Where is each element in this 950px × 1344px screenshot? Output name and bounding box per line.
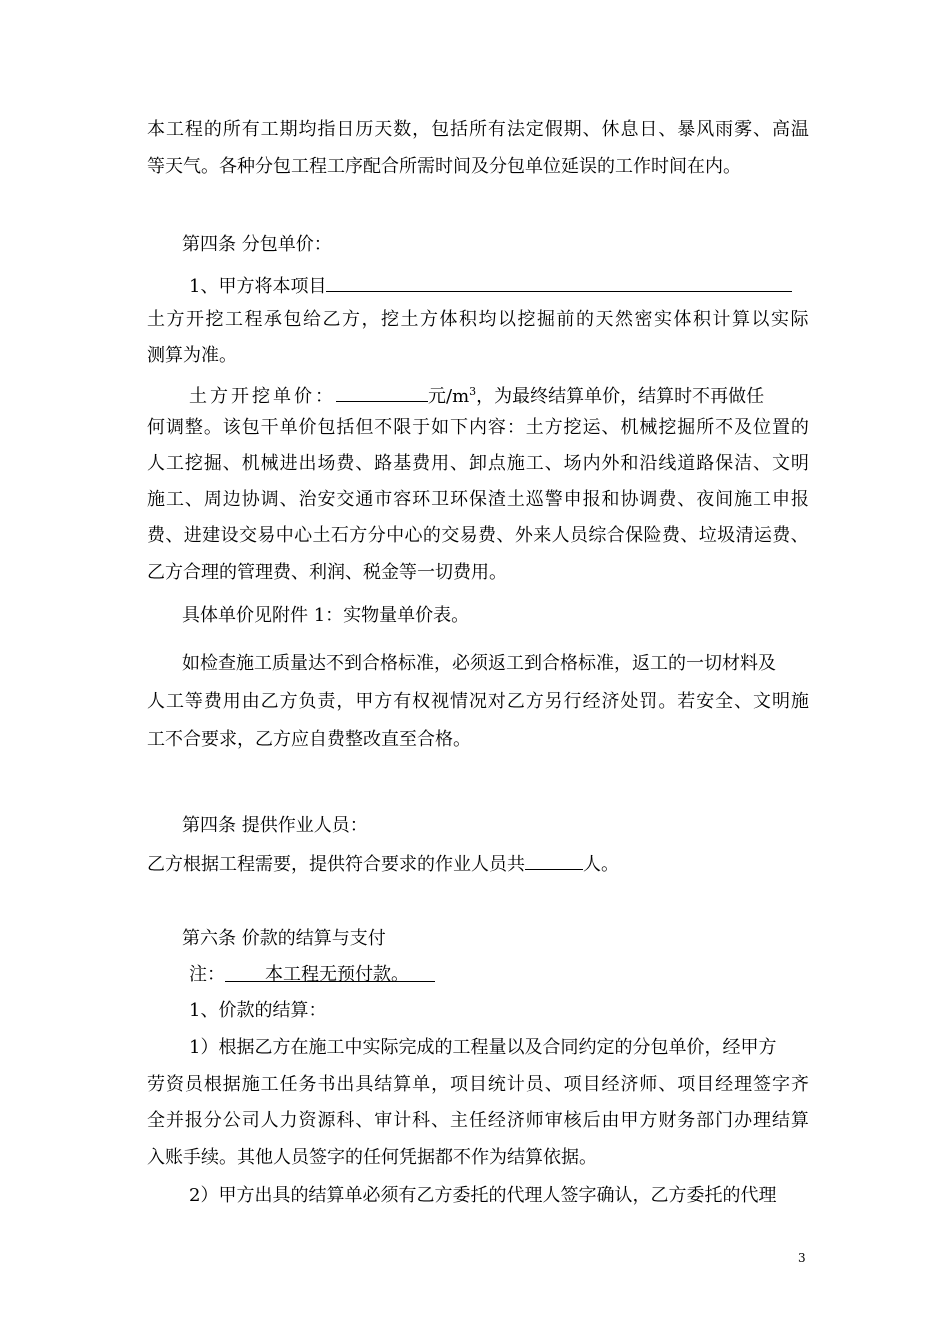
body-line: 测算为准。 [147, 345, 237, 366]
staff-text: 乙方根据工程需要，提供符合要求的作业人员共 [147, 854, 525, 875]
body-line: 何 调 整 。 该 包 干 单 价 包 括 但 不 限 于 如 下 内 容 ： 土 方 挖 运 、 机 械 挖 掘 所 不 及 位 置 的 [147, 417, 809, 438]
article-4-item-1 [189, 271, 792, 300]
unit-price-unit: 元/m [428, 386, 470, 407]
body-line: 等天气。各种分包工程工序配合所需时间及分包单位延误的工作时间在内。 [147, 156, 741, 177]
body-line: 人 工 等 费 用 由 乙 方 负 责 ， 甲 方 有 权 视 情 况 对 乙 方 另 行 经 济 处 罚 。 若 安 全 、 文 明 施 [147, 691, 809, 712]
unit-price-blank [336, 381, 428, 402]
body-line: 1）根据乙方在施工中实际完成的工程量以及合同约定的分包单价，经甲方 [189, 1037, 777, 1058]
staff-line [147, 849, 619, 878]
body-line: 乙方合理的管理费、利润、税金等一切费用。 [147, 562, 507, 583]
body-line: 费 、 进 建 设 交 易 中 心 土 石 方 分 中 心 的 交 易 费 、 外 来 人 员 综 合 保 险 费 、 垃 圾 清 运 费 、 [147, 525, 809, 546]
article-6-heading: 第六条 价款的结算与支付 [182, 928, 386, 949]
staff-suffix: 人。 [583, 854, 619, 875]
body-line: 土 方 开 挖 工 程 承 包 给 乙 方 ， 挖 土 方 体 积 均 以 挖 掘 前 的 天 然 密 实 体 积 计 算 以 实 际 [147, 309, 809, 330]
body-line: 施 工 、 周 边 协 调 、 治 安 交 通 市 容 环 卫 环 保 渣 土 巡 警 申 报 和 协 调 费 、 夜 间 施 工 申 报 [147, 489, 809, 510]
section-1-heading: 1、价款的结算： [189, 1000, 327, 1021]
article-4-item-1-text: 1、甲方将本项目 [189, 276, 327, 297]
unit-price-line [189, 379, 764, 410]
staff-count-blank [525, 849, 583, 870]
body-line: 2）甲方出具的结算单必须有乙方委托的代理人签字确认，乙方委托的代理 [189, 1185, 777, 1206]
body-line: 本 工 程 的 所 有 工 期 均 指 日 历 天 数 ， 包 括 所 有 法 定 假 期 、 休 息 日 、 暴 风 雨 雾 、 高 温 [147, 119, 809, 140]
body-line: 如检查施工质量达不到合格标准，必须返工到合格标准，返工的一切材料及 [182, 653, 776, 674]
body-line: 工不合要求，乙方应自费整改直至合格。 [147, 729, 471, 750]
body-line: 入账手续。其他人员签字的任何凭据都不作为结算依据。 [147, 1147, 597, 1168]
body-line: 劳 资 员 根 据 施 工 任 务 书 出 具 结 算 单 ， 项 目 统 计 员 、 项 目 经 济 师 、 项 目 经 理 签 字 齐 [147, 1074, 809, 1095]
note-text: 本工程无预付款。 [225, 962, 435, 982]
unit-price-label: 土方开挖单价： [189, 386, 336, 407]
unit-price-rest: ，为最终结算单价，结算时不再做任 [476, 386, 765, 407]
body-line: 具体单价见附件 1：实物量单价表。 [182, 605, 470, 626]
body-line: 人 工 挖 掘 、 机 械 进 出 场 费 、 路 基 费 用 、 卸 点 施 工 、 场 内 外 和 沿 线 道 路 保 洁 、 文 明 [147, 453, 809, 474]
note-line [189, 962, 435, 988]
article-4b-heading: 第四条 提供作业人员： [182, 815, 368, 836]
unit-price-sup: 3 [469, 385, 477, 398]
body-line: 全 并 报 分 公 司 人 力 资 源 科 、 审 计 科 、 主 任 经 济 师 审 核 后 由 甲 方 财 务 部 门 办 理 结 算 [147, 1110, 809, 1131]
page-number: 3 [798, 1251, 806, 1265]
project-name-blank [326, 271, 792, 292]
article-4-heading: 第四条 分包单价： [182, 234, 332, 255]
note-label: 注： [189, 964, 225, 985]
